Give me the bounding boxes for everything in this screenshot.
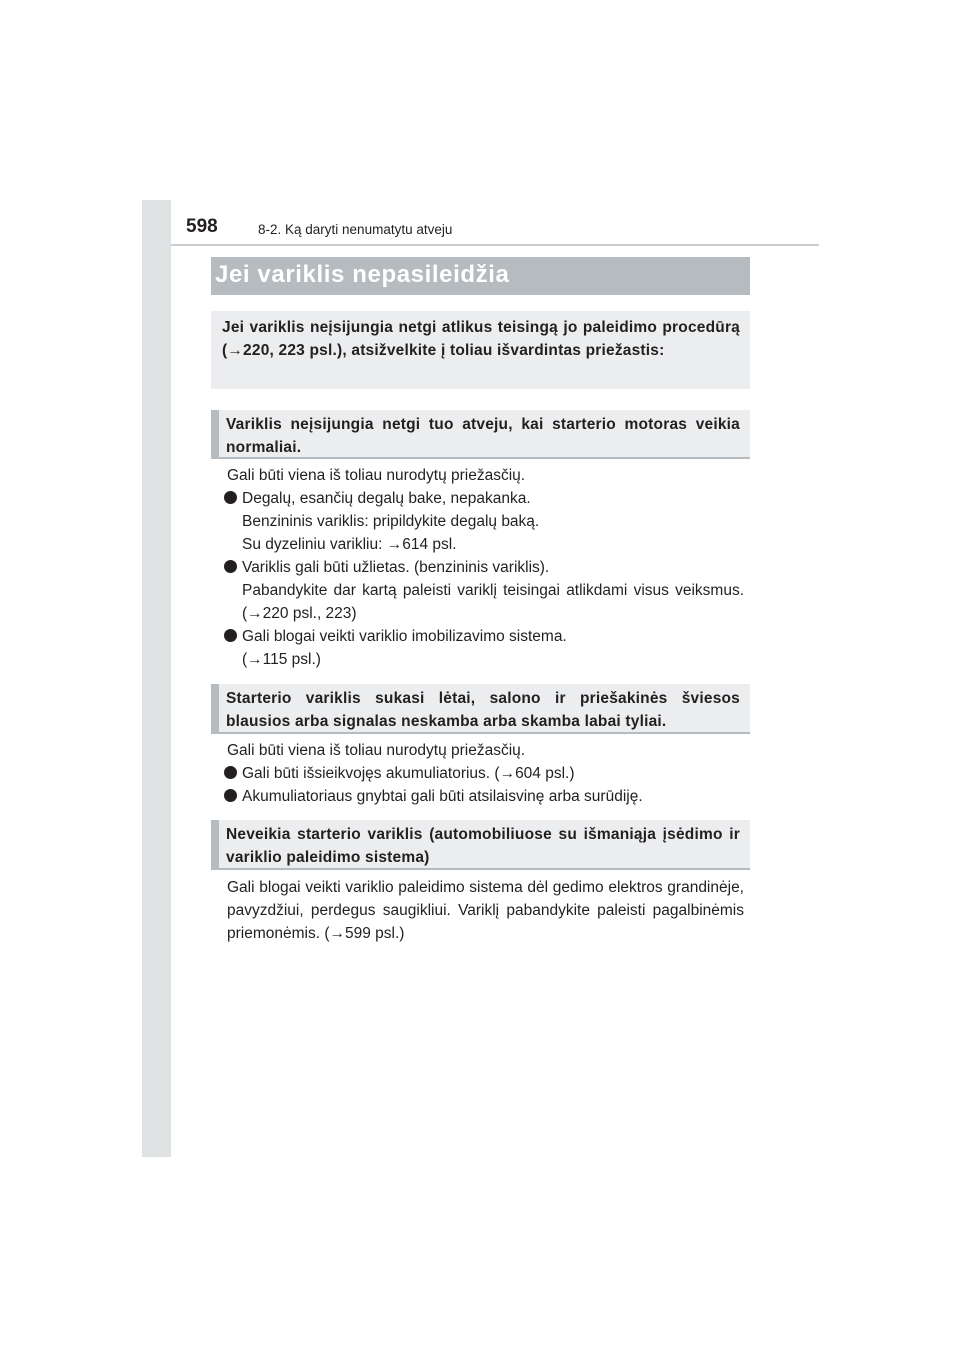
subheading-1-text: Variklis neįsijungia netgi tuo atveju, kai starterio motoras veikia normaliai. bbox=[226, 416, 740, 456]
page-number: 598 bbox=[186, 216, 218, 237]
list-item-line: Su dyzeliniu varikliu: →614 psl. bbox=[242, 536, 457, 553]
bullet-icon bbox=[224, 629, 237, 642]
list-item-line: Gali blogai veikti variklio imobilizavimo sistema. bbox=[242, 628, 567, 645]
page-side-tab bbox=[142, 200, 171, 1157]
list-item-line: Degalų, esančių degalų bake, nepakanka. bbox=[242, 490, 531, 507]
list-item-line: Benzininis variklis: pripildykite degalų baką. bbox=[242, 513, 540, 530]
subheading-3 bbox=[211, 820, 750, 870]
list-item bbox=[224, 625, 744, 671]
intro-box bbox=[211, 311, 750, 389]
bullet-icon bbox=[224, 789, 237, 802]
subheading-3-text: Neveikia starterio variklis (automobiliuose su išmaniąja įsėdimo ir variklio paleidimo sistema) bbox=[226, 826, 740, 866]
header-rule bbox=[171, 244, 819, 246]
page-title: Jei variklis nepasileidžia bbox=[215, 261, 510, 288]
section-header: 8-2. Ką daryti nenumatytu atveju bbox=[258, 222, 453, 237]
list-item-line: (→115 psl.) bbox=[242, 651, 321, 668]
subheading-2-text: Starterio variklis sukasi lėtai, salono ir priešakinės šviesos blausios arba signalas neskamba arba skamba labai tyliai. bbox=[226, 690, 740, 730]
list-item-line: Akumuliatoriaus gnybtai gali būti atsilaisvinę arba surūdiję. bbox=[242, 788, 643, 805]
list-item-line: Pabandykite dar kartą paleisti variklį teisingai atlikdami visus veiksmus. (→220 psl., 223) bbox=[242, 582, 744, 622]
list-item bbox=[224, 556, 744, 625]
bullet-icon bbox=[224, 766, 237, 779]
section-2-lead: Gali būti viena iš toliau nurodytų priežasčių. bbox=[227, 742, 526, 759]
list-item bbox=[224, 762, 744, 785]
list-item-line: Variklis gali būti užlietas. (benzininis variklis). bbox=[242, 559, 550, 576]
page-title-bar bbox=[211, 257, 750, 295]
subheading-2 bbox=[211, 684, 750, 734]
list-item-line: Gali būti išsieikvojęs akumuliatorius. (→604 psl.) bbox=[242, 765, 575, 782]
section-1-lead: Gali būti viena iš toliau nurodytų priežasčių. bbox=[227, 467, 526, 484]
subheading-1 bbox=[211, 410, 750, 459]
section-3-body: Gali blogai veikti variklio paleidimo sistema dėl gedimo elektros grandinėje, pavyzdžiui, perdegus saugikliui. Variklį pabandykite paleisti pagalbinėmis priemonėmis. (→599 psl.) bbox=[227, 879, 744, 942]
bullet-icon bbox=[224, 491, 237, 504]
list-item bbox=[224, 487, 744, 556]
list-item bbox=[224, 785, 744, 808]
bullet-icon bbox=[224, 560, 237, 573]
intro-text: Jei variklis neįsijungia netgi atlikus teisingą jo paleidimo procedūrą (→220, 223 psl.), atsižvelkite į toliau išvardintas priežastis: bbox=[222, 319, 740, 359]
